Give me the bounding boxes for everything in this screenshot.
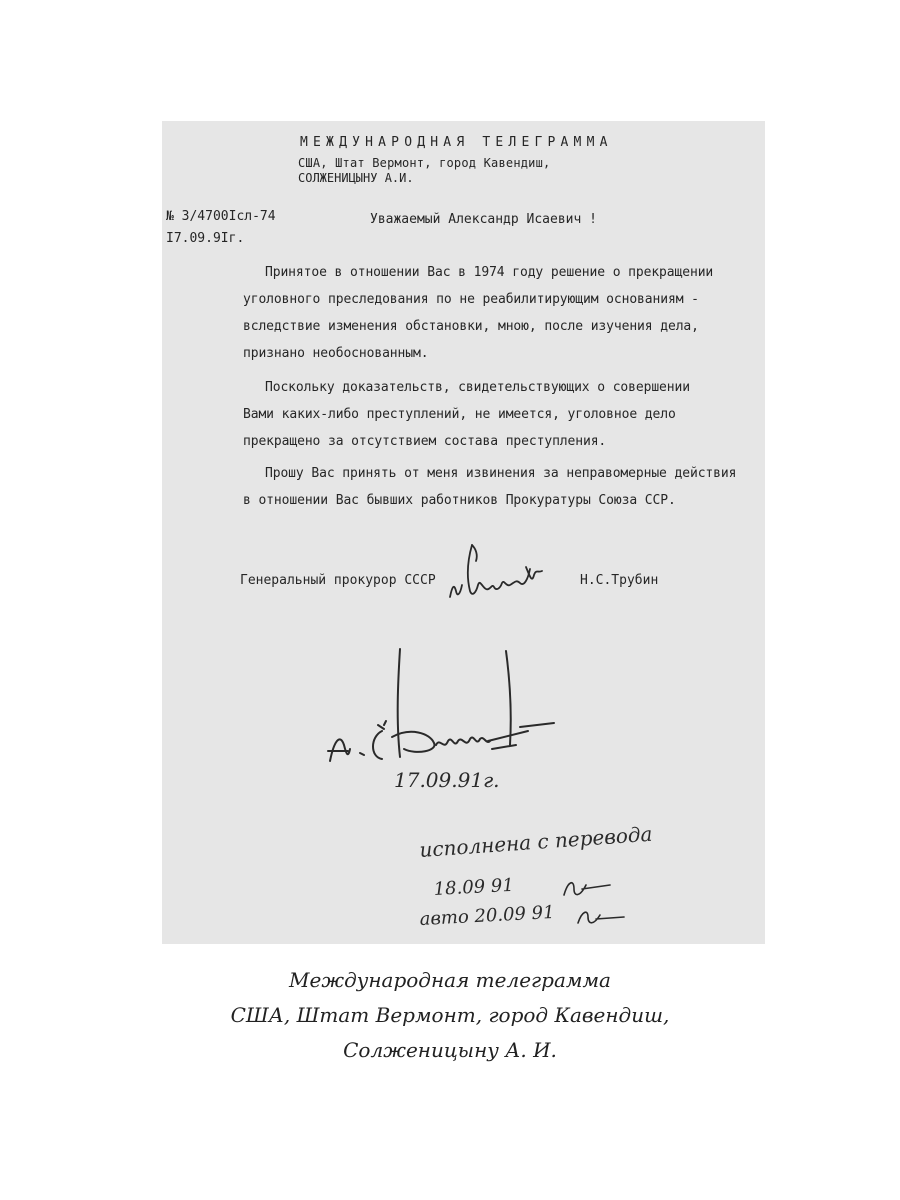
greeting: Уважаемый Александр Исаевич ! bbox=[370, 212, 597, 227]
caption-line-1: Международная телеграмма bbox=[289, 968, 611, 992]
paragraph-line: прекращено за отсутствием состава преступления. bbox=[243, 434, 607, 449]
body-paragraph-1 bbox=[243, 259, 713, 367]
paragraph-line: Прошу Вас принять от меня извинения за неправомерные действия bbox=[265, 466, 737, 481]
paragraph-line: вследствие изменения обстановки, мною, после изучения дела, bbox=[243, 319, 699, 334]
signatory-title: Генеральный прокурор СССР bbox=[240, 573, 436, 588]
reference-number: № 3/4700Iсл-74 bbox=[166, 209, 276, 224]
note-line-3: авто 20.09 91 bbox=[419, 901, 556, 930]
handwritten-date-text: 17.09.91г. bbox=[394, 768, 500, 792]
telegram-address: США, Штат Вермонт, город Кавендиш, bbox=[298, 156, 551, 170]
paragraph-line: Принятое в отношении Вас в 1974 году решение о прекращении bbox=[265, 265, 714, 280]
caption-line-2: США, Штат Вермонт, город Кавендиш, bbox=[230, 1003, 670, 1027]
recipient-signature bbox=[320, 641, 560, 781]
paragraph-line: Поскольку доказательств, свидетельствующих о совершении bbox=[265, 380, 690, 395]
handwritten-note bbox=[414, 821, 734, 941]
handwritten-date-1 bbox=[390, 761, 530, 797]
paragraph-line: признано необоснованным. bbox=[243, 346, 429, 361]
caption-line-3: Солженицыну А. И. bbox=[343, 1038, 557, 1062]
note-line-2: 18.09 91 bbox=[433, 874, 515, 900]
telegram-title: МЕЖДУНАРОДНАЯ ТЕЛЕГРАММА bbox=[300, 135, 613, 150]
body-paragraph-3 bbox=[243, 460, 736, 514]
telegram-date: I7.09.9Iг. bbox=[166, 231, 245, 246]
paragraph-line: в отношении Вас бывших работников Прокуратуры Союза ССР. bbox=[243, 493, 676, 508]
paragraph-line: Вами каких-либо преступлений, не имеется, уголовное дело bbox=[243, 407, 676, 422]
paragraph-line: уголовного преследования по не реабилитирующим основаниям - bbox=[243, 292, 699, 307]
body-paragraph-2 bbox=[243, 374, 690, 455]
note-line-1: исполнена с перевода bbox=[418, 821, 654, 862]
prosecutor-signature bbox=[442, 539, 552, 609]
telegram-scan bbox=[162, 121, 765, 944]
telegram-recipient: СОЛЖЕНИЦЫНУ А.И. bbox=[298, 171, 414, 185]
signatory-name: Н.С.Трубин bbox=[580, 573, 659, 588]
